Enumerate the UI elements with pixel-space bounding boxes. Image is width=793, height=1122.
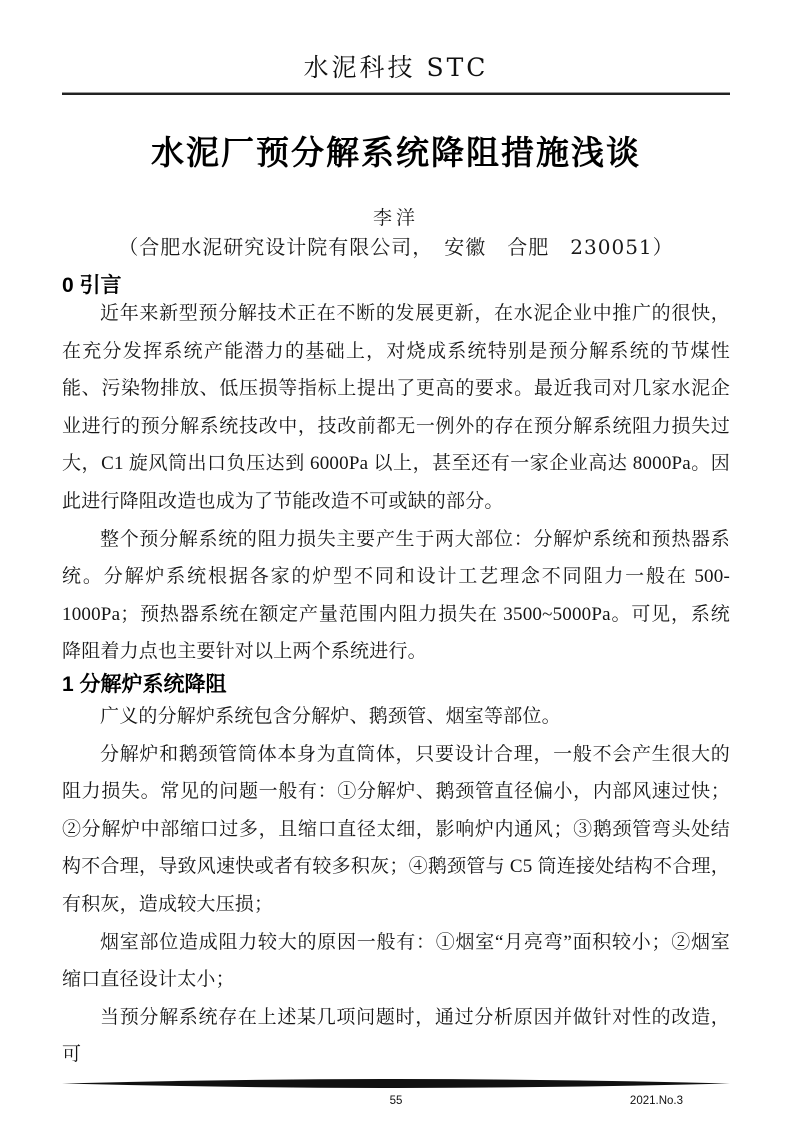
footer-rule [62,1079,730,1088]
section-heading-0: 0 引言 [62,274,122,297]
section-heading-1: 1 分解炉系统降阻 [62,672,227,696]
paragraph-intro-1: 近年来新型预分解技术正在不断的发展更新，在水泥企业中推广的很快，在充分发挥系统产能潜力的基础上，对烧成系统特别是预分解系统的节煤性能、污染物排放、低压损等指标上提出了更高的要求。最近我司对几家水泥企业进行的预分解系统技改中，技改前都无一例外的存在预分解系统阻力损失过大，C1 旋风筒出口负压达到 6000Pa 以上，甚至还有一家企业高达 8000Pa。因此进行降阻改造也成为了节能改造不可或缺的部分。 [62,303,730,512]
paragraph-intro-2: 整个预分解系统的阻力损失主要产生于两大部位：分解炉系统和预热器系统。分解炉系统根据各家的炉型不同和设计工艺理念不同阻力一般在 500-1000Pa；预热器系统在额定产量范围内阻力损失在 3500~5000Pa。可见，系统降阻着力点也主要针对以上两个系统进行。 [62,528,730,663]
page-footer [62,1095,730,1111]
issue-number: 2021.No.3 [629,1094,683,1107]
paragraph-section1-2: 分解炉和鹅颈管筒体本身为直筒体，只要设计合理，一般不会产生很大的阻力损失。常见的问题一般有：①分解炉、鹅颈管直径偏小，内部风速过快；②分解炉中部缩口过多，且缩口直径太细，影响炉内通风；③鹅颈管弯头处结构不合理，导致风速快或者有较多积灰；④鹅颈管与 C5 筒连接处结构不合理，有积灰，造成较大压损； [62,743,730,915]
author-name: 李洋 [372,207,419,229]
paragraph-section1-4: 当预分解系统存在上述某几项问题时，通过分析原因并做针对性的改造，可 [62,1006,730,1066]
header-rule [62,92,730,95]
article-title: 水泥厂预分解系统降阻措施浅谈 [151,134,641,171]
page-number: 55 [389,1094,403,1107]
paragraph-section1-1: 广义的分解炉系统包含分解炉、鹅颈管、烟室等部位。 [100,705,561,727]
paragraph-section1-3: 烟室部位造成阻力较大的原因一般有：①烟室“月亮弯”面积较小；②烟室缩口直径设计太小； [62,931,730,991]
journal-header: 水泥科技 STC [303,53,489,82]
author-affiliation: （合肥水泥研究设计院有限公司， 安徽 合肥 230051） [118,235,674,259]
